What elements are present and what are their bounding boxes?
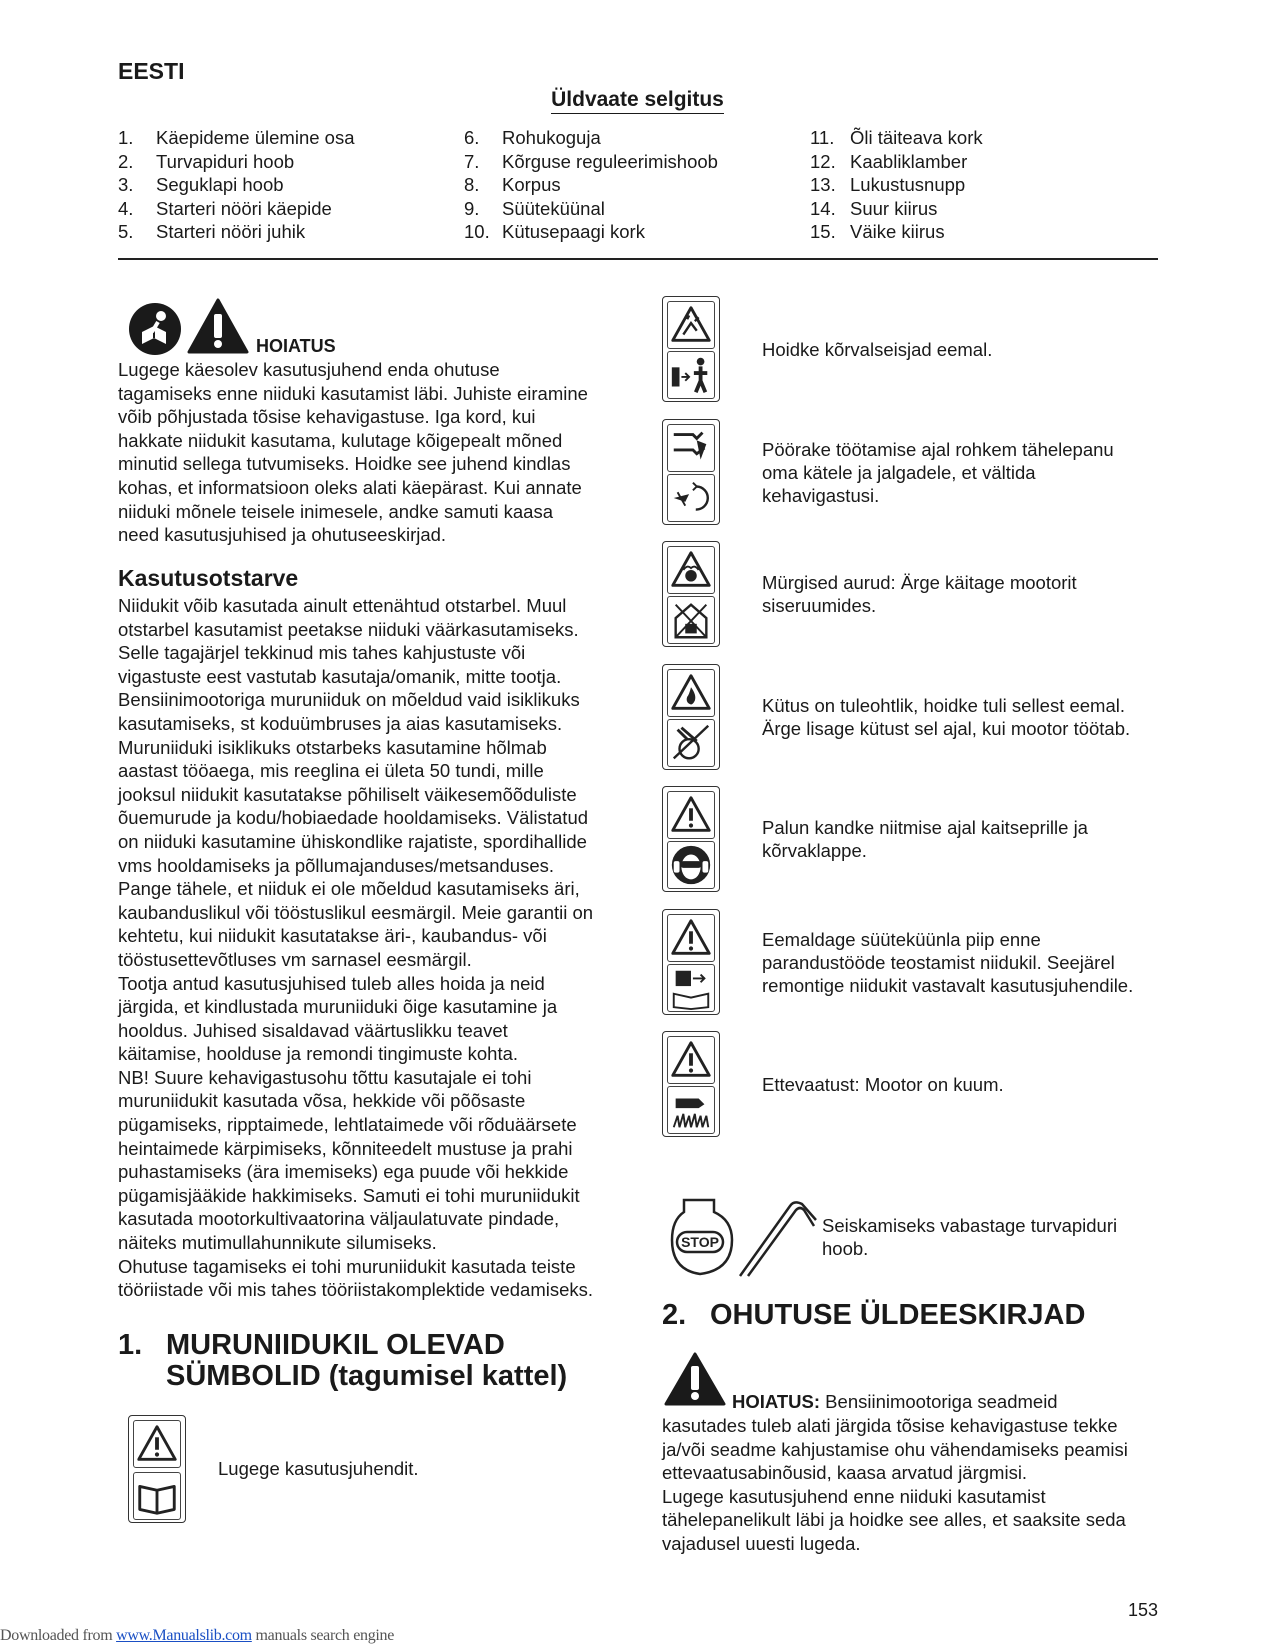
text-line: vigastuste eest vastutab kasutaja/omanik, mitte tootja. bbox=[118, 665, 562, 687]
text-line: hooldus. Juhised sisaldavad väärtuslikku teavet bbox=[118, 1019, 508, 1041]
text-line: kasutades tuleb alati järgida tõsise kehavigastuse tekke bbox=[662, 1415, 1118, 1436]
text-line: otstarbel kasutamist peetakse niiduki väärkasutamiseks. bbox=[118, 618, 579, 640]
list-item: 10. Kütusepaagi kork bbox=[464, 221, 645, 242]
text-line: on niiduki kasutamine ühiskondlike rajatiste, spordihallide bbox=[118, 830, 587, 852]
safety-symbol bbox=[662, 541, 720, 647]
text-line: Kütus on tuleohtlik, hoidke tuli sellest eemal. bbox=[762, 695, 1126, 716]
text-line: muruniidukit kasutada võsa, hekkide või põõsaste bbox=[118, 1090, 526, 1112]
page-number: 153 bbox=[1128, 1600, 1159, 1620]
list-item: 8. Korpus bbox=[464, 174, 561, 195]
text-line: ja/või seadme kahjustamise ohu vähendamiseks peamisi bbox=[662, 1438, 1128, 1460]
section-2-text bbox=[662, 1414, 1182, 1556]
overview-column-1 bbox=[118, 126, 355, 244]
list-item: 6. Rohukoguja bbox=[464, 127, 601, 148]
list-item: 13. Lukustusnupp bbox=[810, 174, 966, 195]
text-line: kehavigastusi. bbox=[762, 484, 880, 506]
text-line: Palun kandke niitmise ajal kaitseprille ja bbox=[762, 817, 1088, 838]
text-line: Hoidke kõrvalseisjad eemal. bbox=[762, 338, 993, 360]
manualslib-link[interactable]: www.Manualslib.com bbox=[116, 1627, 252, 1644]
text-line: Eemaldage süüteküünla piip enne bbox=[762, 928, 1041, 950]
text-line: aastast tööaega, mis reeglina ei ületa 50 tundi, mille bbox=[118, 760, 544, 782]
text-line: Ohutuse tagamiseks ei tohi muruniidukit kasutada teiste bbox=[118, 1255, 576, 1277]
text-line: remontige niidukit vastavalt kasutusjuhendile. bbox=[762, 974, 1134, 996]
symbol-caption bbox=[762, 694, 1130, 740]
text-line: kõrvaklappe. bbox=[762, 840, 867, 861]
text-line: õuemurude ja kodu/hobiaedade hooldamiseks. Välistatud bbox=[118, 807, 589, 829]
text-line: kehtetu, kui niidukit kasutatakse äri-, kaubandus- või bbox=[118, 925, 547, 947]
safety-symbol bbox=[662, 1031, 720, 1137]
text-line: oma kätele ja jalgadele, et vältida bbox=[762, 461, 1036, 483]
text-line: järgida, et kindlustada muruniiduki õige kasutamine ja bbox=[118, 996, 558, 1018]
safety-symbol bbox=[662, 419, 720, 525]
purpose-text bbox=[118, 594, 638, 1302]
text-line: NB! Suure kehavigastusohu tõttu kasutajale ei tohi bbox=[118, 1066, 532, 1088]
text-line: Niidukit võib kasutada ainult ettenähtud otstarbel. Muul bbox=[118, 595, 567, 616]
symbol-caption bbox=[762, 1073, 1004, 1096]
text-line: Pöörake töötamise ajal rohkem tähelepanu bbox=[762, 438, 1114, 460]
text-line: hakkate niidukit kasutama, kulutage kõigepealt mõned bbox=[118, 429, 563, 451]
overview-title: Üldvaate selgitus bbox=[0, 88, 1275, 112]
list-item: 2. Turvapiduri hoob bbox=[118, 150, 295, 172]
stop-badge-text: STOP bbox=[681, 1234, 719, 1250]
symbol-caption bbox=[762, 816, 1088, 862]
language-heading: EESTI bbox=[118, 58, 185, 84]
text-line: Ärge lisage kütust sel ajal, kui mootor töötab. bbox=[762, 718, 1131, 739]
no-refuel-icon bbox=[667, 719, 715, 767]
safety-symbol bbox=[662, 909, 720, 1015]
text-line: tagamiseks enne niiduki kasutamist läbi. Juhiste eiramine bbox=[118, 382, 588, 404]
warning-triangle-icon bbox=[667, 914, 715, 962]
text-line: käitamise, hoolduse ja remondi tingimuste kohta. bbox=[118, 1043, 519, 1065]
stop-symbol-caption: Seiskamiseks vabastage turvapiduri hoob. bbox=[822, 1215, 1118, 1259]
symbol-caption bbox=[762, 438, 1114, 507]
text-line: parandustööde teostamist niidukil. Seejärel bbox=[762, 951, 1115, 973]
text-line: Selle tagajärjel tekkinud mis tahes kahjustuste või bbox=[118, 642, 526, 664]
warning-debris-icon bbox=[667, 301, 715, 349]
text-line: tähelepanelikult läbi ja hoidke see alles, et saaksite seda bbox=[662, 1509, 1126, 1531]
text-line: ettevaatusabinõusid, kaasa arvatud järgmisi. bbox=[662, 1462, 1028, 1484]
read-manual-icon bbox=[128, 302, 182, 356]
safety-symbol bbox=[662, 786, 720, 892]
section-2-warning-first-line: HOIATUS: Bensiinimootoriga seadmeid bbox=[732, 1391, 1058, 1412]
list-item: 12. Kaabliklamber bbox=[810, 150, 968, 172]
symbol-caption bbox=[762, 571, 1077, 617]
text-line: kohas, et informatsioon oleks alati käepärast. Kui annate bbox=[118, 476, 582, 498]
symbol-caption: Lugege kasutusjuhendit. bbox=[218, 1458, 419, 1479]
text-line: Pange tähele, et niiduk ei ole mõeldud kasutamiseks äri, bbox=[118, 878, 580, 900]
no-indoor-icon bbox=[667, 596, 715, 644]
list-item: 3. Seguklapi hoob bbox=[118, 174, 284, 195]
text-line: kasutamiseks, st koduümbruses ja aias kasutamiseks. bbox=[118, 712, 563, 734]
text-line: Mürgised aurud: Ärge käitage mootorit bbox=[762, 572, 1077, 593]
text-line: pügamiseks, ripptaimede, lehtlataimede või rõduäärsete bbox=[118, 1114, 577, 1136]
text-line: siseruumides. bbox=[762, 595, 877, 616]
text-line: tööriistade või mis tahes tööriistakomplektide vedamiseks. bbox=[118, 1279, 594, 1301]
flammable-icon bbox=[667, 669, 715, 717]
spark-plug-manual-icon bbox=[667, 964, 715, 1012]
overview-column-2 bbox=[464, 126, 718, 244]
text-line: Ettevaatust: Mootor on kuum. bbox=[762, 1073, 1004, 1095]
read-manual-symbol bbox=[128, 1415, 186, 1523]
list-item: 7. Kõrguse reguleerimishoob bbox=[464, 150, 718, 172]
section-1-heading: 1. MURUNIIDUKIL OLEVAD SÜMBOLID (tagumisel kattel) bbox=[118, 1329, 568, 1392]
list-item: 5. Starteri nööri juhik bbox=[118, 221, 306, 242]
warning-text bbox=[118, 358, 618, 547]
warning-label: HOIATUS bbox=[256, 336, 336, 356]
text-line: Muruniiduki isiklikuks otstarbeks kasutamine hõlmab bbox=[118, 736, 547, 758]
text-line: näiteks mutimullahunnikute silumiseks. bbox=[118, 1232, 437, 1254]
rotating-blade-icon bbox=[667, 474, 715, 522]
text-line: vajadusel uuesti lugeda. bbox=[662, 1532, 861, 1554]
safety-symbol bbox=[662, 664, 720, 770]
overview-column-3 bbox=[810, 126, 983, 244]
text-line: puhastamiseks (ära imemiseks) ega puude või hekkide bbox=[118, 1161, 569, 1183]
text-line: Lugege kasutusjuhend enne niiduki kasutamist bbox=[662, 1485, 1046, 1507]
text-line: need kasutusjuhised ja ohutuseeskirjad. bbox=[118, 524, 447, 546]
hand-foot-cut-icon bbox=[667, 424, 715, 472]
text-line: võib põhjustada tõsise kehavigastuse. Iga kord, kui bbox=[118, 406, 536, 428]
hot-surface-icon bbox=[667, 1086, 715, 1134]
text-line: niiduki mõnele teisele inimesele, andke samuti kaasa bbox=[118, 500, 553, 522]
divider bbox=[118, 258, 1158, 260]
list-item: 1. Käepideme ülemine osa bbox=[118, 127, 355, 148]
text-line: Tootja antud kasutusjuhised tuleb alles hoida ja neid bbox=[118, 972, 545, 994]
text-line: jooksul niidukit kasutatakse põhiliselt väikesemõõduliste bbox=[118, 783, 577, 805]
text-line: pügamisjääkide hakkimiseks. Samuti ei tohi muruniidukit bbox=[118, 1184, 580, 1206]
list-item: 11. Õli täiteava kork bbox=[810, 127, 983, 148]
list-item: 9. Süüteküünal bbox=[464, 197, 605, 219]
text-line: heintaimede kärpimiseks, kõnniteedelt mustuse ja prahi bbox=[118, 1137, 573, 1159]
download-footer: Downloaded from www.Manualslib.com manuals search engine bbox=[0, 1627, 395, 1644]
symbol-caption bbox=[762, 928, 1133, 997]
text-line: Bensiinimootoriga muruniiduk on mõeldud vaid isiklikuks bbox=[118, 689, 580, 711]
toxic-fumes-icon bbox=[667, 546, 715, 594]
warning-triangle-icon bbox=[133, 1420, 181, 1468]
text-line: kaubanduslikul või tööstuslikul eesmärgil. Meie garantii on bbox=[118, 901, 594, 923]
ear-eye-protection-icon bbox=[667, 841, 715, 889]
purpose-heading: Kasutusotstarve bbox=[118, 565, 299, 591]
text-line: Lugege käesolev kasutusjuhend enda ohutuse bbox=[118, 359, 500, 380]
list-item: 4. Starteri nööri käepide bbox=[118, 197, 332, 219]
symbol-caption bbox=[762, 338, 992, 361]
warning-triangle-icon bbox=[667, 791, 715, 839]
warning-triangle-icon bbox=[664, 1352, 726, 1406]
text-line: kasutada mootorkultivaatorina väljaulatuvate pindade, bbox=[118, 1208, 560, 1230]
manual-book-icon bbox=[133, 1472, 181, 1520]
bystander-distance-icon bbox=[667, 351, 715, 399]
text-line: tööstusettevõtluses vm sarnasel eesmärgil. bbox=[118, 948, 472, 970]
text-line: minutid sellega tutvumiseks. Hoidke see juhend kindlas bbox=[118, 453, 571, 475]
warning-triangle-icon bbox=[187, 298, 249, 354]
list-item: 15. Väike kiirus bbox=[810, 221, 945, 242]
text-line: vms hooldamiseks ja põllumajanduses/metsanduses. bbox=[118, 854, 554, 876]
stop-handle-icon bbox=[670, 1198, 818, 1278]
warning-triangle-icon bbox=[667, 1036, 715, 1084]
list-item: 14. Suur kiirus bbox=[810, 197, 938, 219]
section-2-heading: 2. OHUTUSE ÜLDEESKIRJAD bbox=[662, 1299, 1086, 1331]
safety-symbol bbox=[662, 296, 720, 402]
